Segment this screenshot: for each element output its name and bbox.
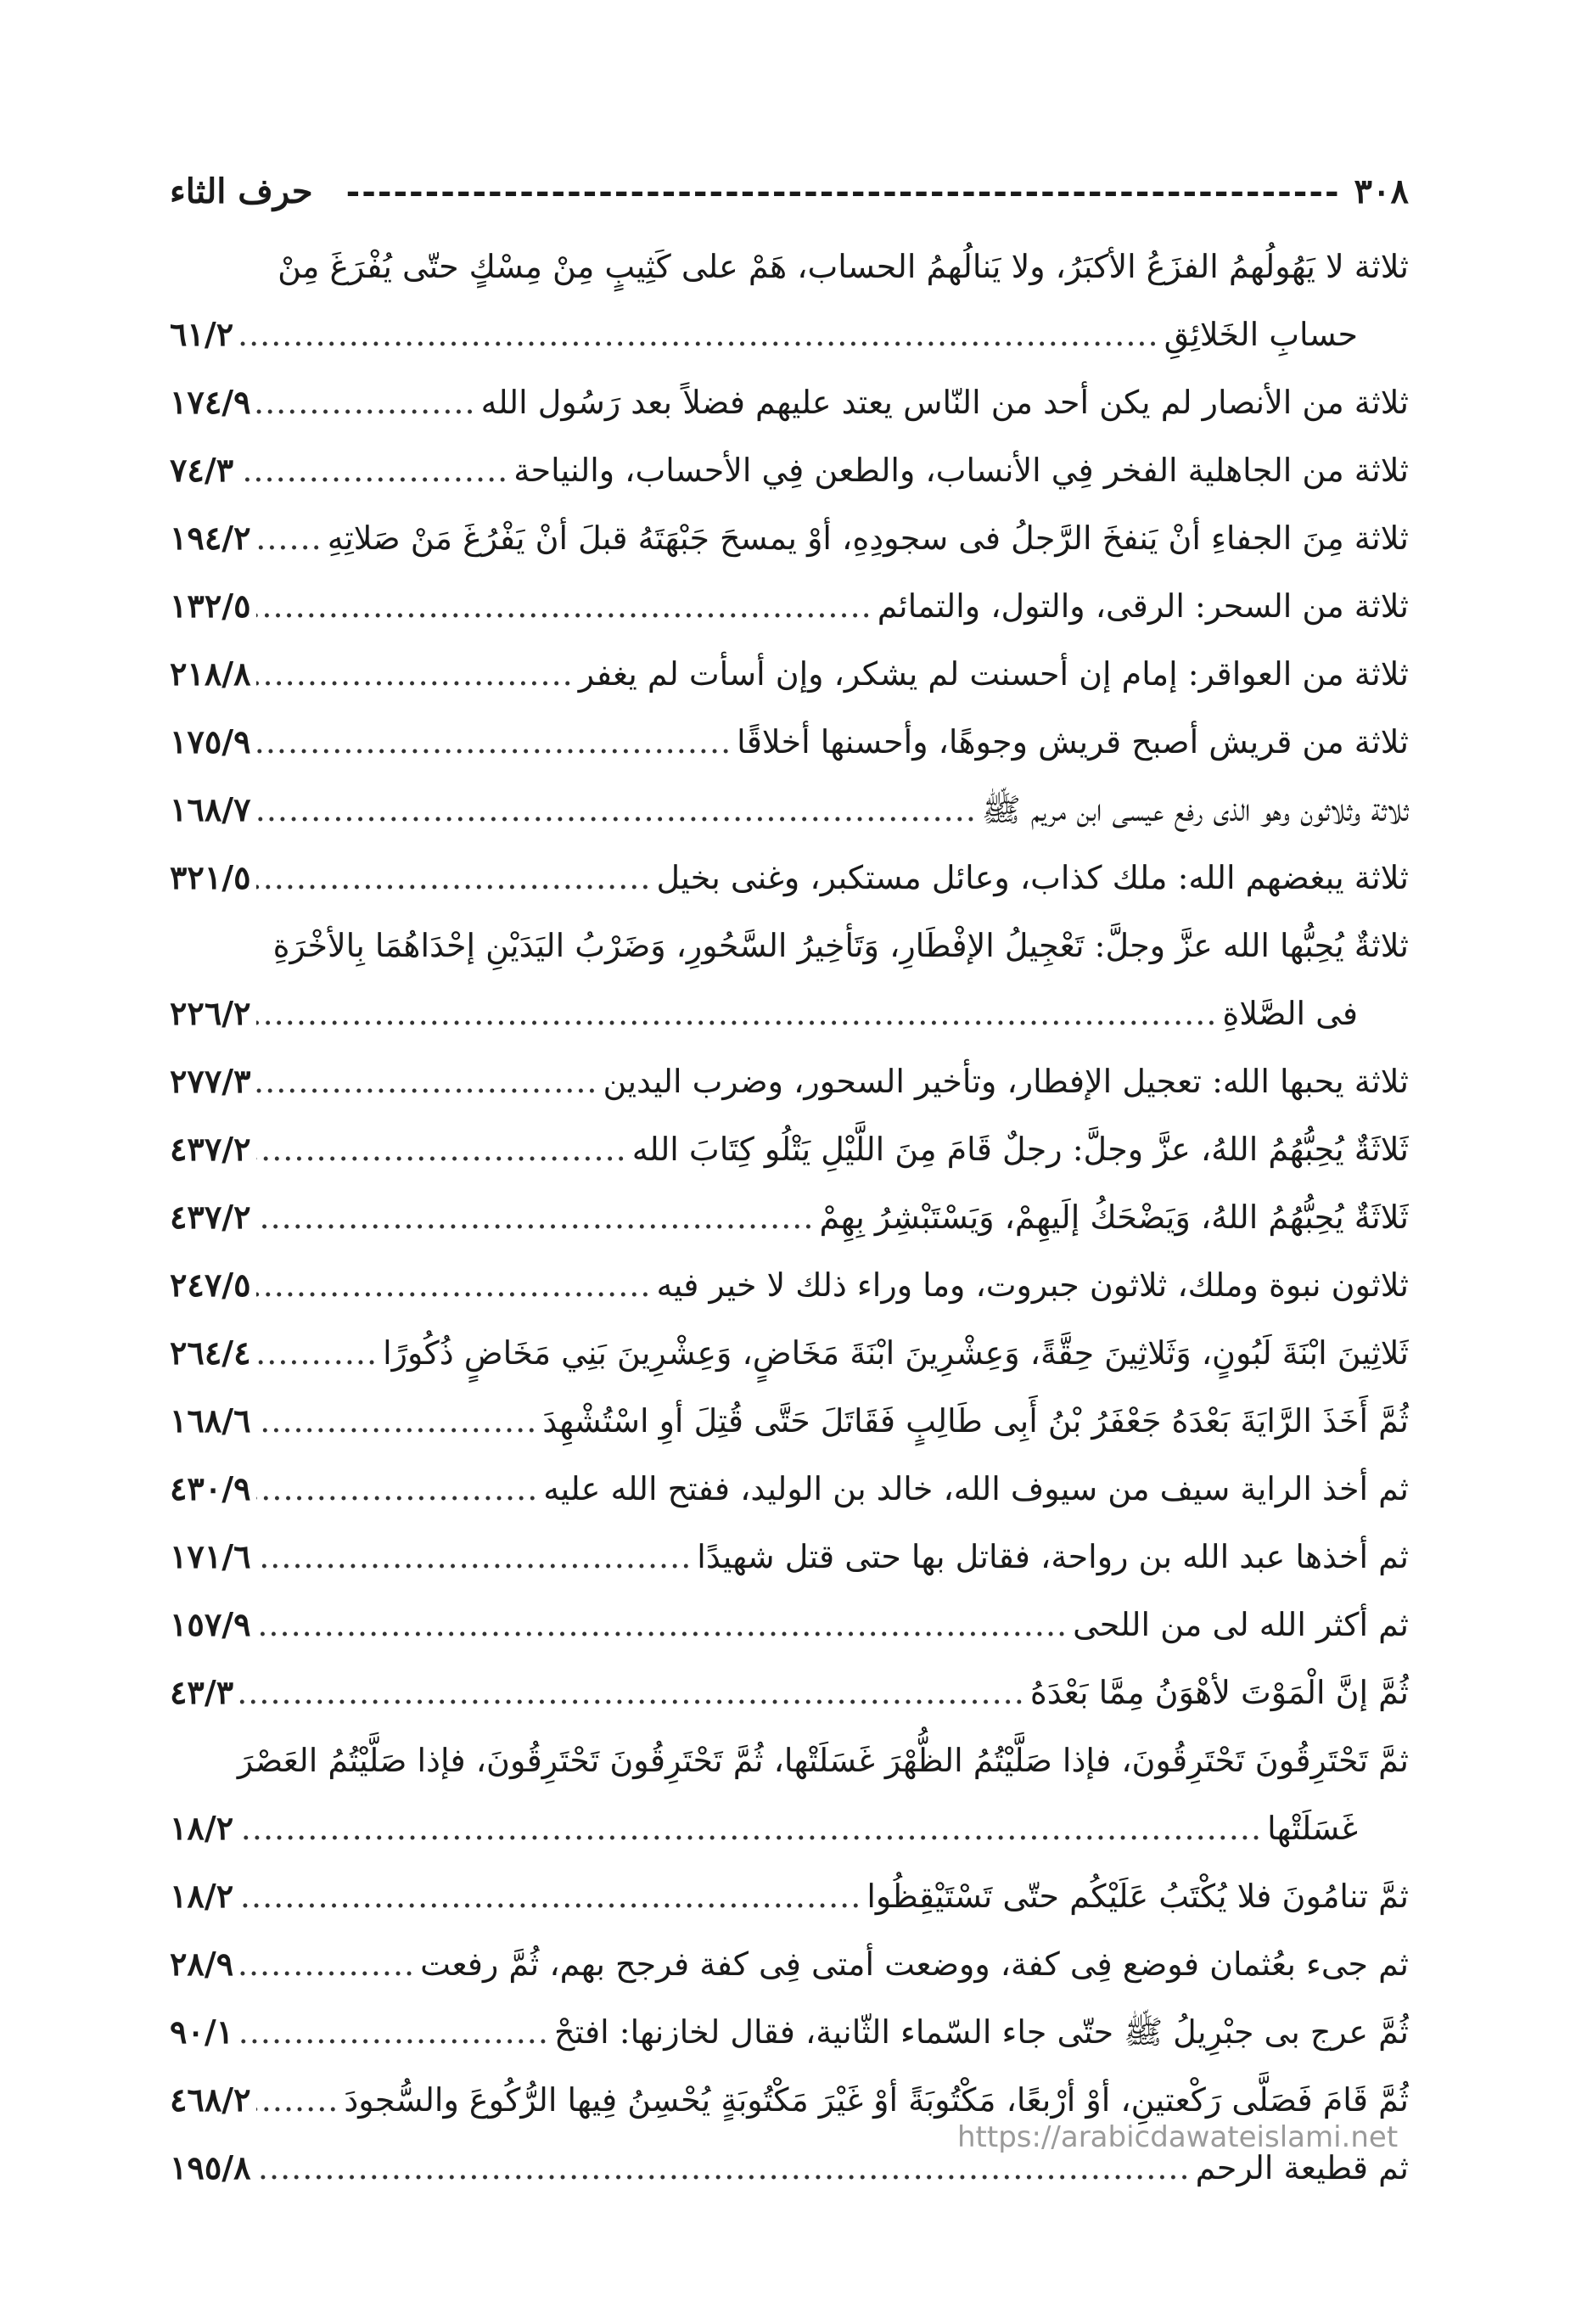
entry-line-with-ref: [170, 1455, 1409, 1523]
entry-reference: ٣٢١/٥: [170, 858, 251, 896]
entry-reference: ٧٤/٣: [170, 451, 234, 489]
index-entry: [170, 1998, 1409, 2066]
entry-line-with-ref: [170, 504, 1409, 572]
dot-leader: [256, 708, 732, 776]
entry-reference: ٤٣٧/٢: [170, 1198, 251, 1236]
entry-text: ثلاثة لا يَهُولُهمُ الفزَعُ الأكبَرُ، ولا يَنالُهمُ الحساب، هَمْ على كَثِيبٍ مِنْ مِسْكٍ حتّى يُفْرَغَ مِنْ: [278, 248, 1409, 285]
entry-line-with-ref: [170, 1591, 1409, 1659]
index-entry: [170, 1455, 1409, 1523]
entry-line-with-ref: [170, 572, 1409, 640]
entry-text: ثم أكثر الله لى من اللحى: [1073, 1606, 1409, 1643]
index-entry: [170, 1523, 1409, 1591]
entry-reference: ٤٣/٣: [170, 1673, 234, 1711]
entry-reference: ١٨/٢: [170, 1809, 234, 1847]
section-title: حرف الثاء: [170, 171, 313, 211]
entry-line-with-ref: [170, 844, 1409, 912]
index-entry: [170, 1183, 1409, 1251]
dot-leader: [238, 436, 508, 504]
entry-line-with-ref: [170, 980, 1409, 1047]
dot-leader: [256, 1387, 538, 1455]
dot-leader: [256, 368, 476, 436]
entry-reference: ٢١٨/٨: [170, 654, 251, 693]
entry-reference: ١٧١/٦: [170, 1537, 251, 1575]
index-entry: [170, 1930, 1409, 1998]
index-entries: [170, 233, 1409, 2202]
entry-reference: ١٧٤/٩: [170, 383, 251, 421]
index-entry: [170, 1862, 1409, 1930]
page: [170, 161, 1409, 2202]
dot-leader: [256, 572, 872, 640]
entry-line-with-ref: [170, 1251, 1409, 1319]
dot-leader: [256, 1183, 815, 1251]
entry-line-with-ref: [170, 1930, 1409, 1998]
entry-reference: ٢٤٧/٥: [170, 1266, 251, 1304]
entry-text: ثلاثة من السحر: الرقى، والتول، والتمائم: [877, 587, 1409, 625]
entry-reference: ١٦٨/٧: [170, 790, 251, 828]
entry-text: ثلاثةٌ يُحِبُّها الله عزَّ وجلَّ: تَعْجِيلُ الإفْطَارِ، وَتَأخِيرُ السَّحُورِ، وَضَرْبُ اليَدَيْنِ إحْدَاهُمَا بِالأخْرَةِ: [272, 927, 1409, 964]
entry-text: ثُمَّ عرج بى جبْرِيلُ ﷺ حتّى جاء السّماء الثّانية، فقال لخازنها: افتحْ: [553, 2013, 1409, 2051]
entry-text: ثَلاثَةٌ يُحِبُّهُمُ اللهُ، وَيَضْحَكُ إلَيهِمْ، وَيَسْتَبْشِرُ بِهِمْ: [819, 1198, 1409, 1236]
entry-text: حسابِ الخَلائِقِ: [1164, 316, 1358, 353]
entry-text: ثم أخذ الراية سيف من سيوف الله، خالد بن الوليد، ففتح الله عليه: [543, 1470, 1409, 1507]
entry-line-with-ref: [170, 640, 1409, 708]
entry-text: ثم أخذها عبد الله بن رواحة، فقاتل بها حتى قتل شهيدًا: [697, 1538, 1409, 1575]
entry-line-with-ref: [170, 1047, 1409, 1115]
entry-reference: ٢٨/٩: [170, 1945, 234, 1983]
index-entry: [170, 572, 1409, 640]
dot-leader: [238, 1794, 1262, 1862]
entry-text: ثلاثة مِنَ الجفاءِ أنْ يَنفخَ الرَّجلُ فى سجودِهِ، أوْ يمسحَ جَبْهَتَهُ قبلَ أنْ يَفْرُغَ مَنْ صَلاتِهِ: [327, 519, 1409, 557]
index-entry: [170, 844, 1409, 912]
entry-reference: ٤٦٨/٢: [170, 2080, 251, 2119]
dot-leader: [256, 1319, 379, 1387]
entry-line-with-ref: [170, 776, 1409, 844]
entry-text: ثمَّ تنامُونَ فلا يُكْتَبُ عَلَيْكُم حتّى تَسْتَيْقِظُوا: [866, 1878, 1409, 1915]
dot-leader: [256, 980, 1218, 1047]
index-entry: [170, 504, 1409, 572]
entry-text: ثُمَّ أَخَذَ الرَّايَةَ بَعْدَهُ جَعْفَرُ بْنُ أَبِى طَالِبٍ فَقَاتَلَ حَتَّى قُتِلَ أوِ اسْتُشْهِدَ: [542, 1402, 1409, 1440]
entry-line-with-ref: [170, 1387, 1409, 1455]
entry-line-with-ref: [170, 1659, 1409, 1726]
entry-reference: ٢٦٤/٤: [170, 1333, 251, 1372]
entry-text: ثم جىء بعُثمان فوضع فِى كفة، ووضعت أمتى فِى كفة فرجح بهم، ثُمَّ رفعت: [420, 1945, 1409, 1983]
entry-text: ثلاثون نبوة وملك، ثلاثون جبروت، وما وراء ذلك لا خير فيه: [656, 1266, 1409, 1304]
index-entry: [170, 1251, 1409, 1319]
index-entry: [170, 1387, 1409, 1455]
dot-leader: [256, 844, 652, 912]
entry-line-with-ref: [170, 300, 1409, 368]
entry-line-with-ref: [170, 1183, 1409, 1251]
entry-line: [170, 1726, 1409, 1794]
watermark-url: https://arabicdawateislami.net: [957, 2120, 1399, 2154]
entry-line-with-ref: [170, 1862, 1409, 1930]
entry-reference: ٩٠/١: [170, 2012, 234, 2051]
entry-reference: ١٩٥/٨: [170, 2148, 251, 2186]
entry-line-with-ref: [170, 708, 1409, 776]
entry-reference: ١٣٢/٥: [170, 587, 251, 625]
entry-text: ثلاثة من الجاهلية الفخر فِي الأنساب، والطعن فِي الأحساب، والنياحة: [513, 452, 1409, 489]
entry-reference: ١٧٥/٩: [170, 722, 251, 761]
entry-text: ثلاثة من الأنصار لم يكن أحد من النّاس يعتد عليهم فضلاً بعد رَسُول الله: [480, 384, 1409, 421]
dot-leader: [256, 2066, 339, 2134]
index-entry: [170, 1319, 1409, 1387]
dot-leader: [238, 1659, 1025, 1726]
entry-reference: ٤٣٠/٩: [170, 1469, 251, 1507]
header-rule: ---------------------------------------------------------------: [345, 171, 1341, 211]
index-entry: [170, 368, 1409, 436]
entry-text: ثلاثة من قريش أصبح قريش وجوهًا، وأحسنها أخلاقًا: [737, 723, 1409, 761]
index-entry: [170, 1047, 1409, 1115]
entry-text: ثُمَّ قَامَ فَصَلَّى رَكْعتينِ، أوْ أرْبعًا، مَكْتُوبَةً أوْ غَيْرَ مَكْتُوبَةٍ يُحْسِنُ فِيها الرُّكُوعَ والسُّجودَ: [344, 2081, 1409, 2119]
page-number: ٣٠٨: [1354, 171, 1409, 211]
index-entry: [170, 436, 1409, 504]
dot-leader: [238, 1998, 549, 2066]
entry-line-with-ref: [170, 1794, 1409, 1862]
entry-reference: ٤٣٧/٢: [170, 1130, 251, 1168]
index-entry: [170, 233, 1409, 368]
dot-leader: [256, 1251, 652, 1319]
entry-text: ثلاثة وثلاثون وهو الذى رفع عيسى ابن مريم ﷺ: [981, 791, 1409, 828]
entry-text: ثلاثة من العواقر: إمام إن أحسنت لم يشكر، وإن أسأت لم يغفر: [578, 655, 1409, 693]
dot-leader: [256, 1115, 627, 1183]
index-entry: [170, 1115, 1409, 1183]
entry-text: ثُمَّ إنَّ الْمَوْتَ لأهْوَنُ مِمَّا بَعْدَهُ: [1029, 1674, 1409, 1711]
entry-line: [170, 912, 1409, 980]
dot-leader: [256, 504, 322, 572]
entry-text: فى الصَّلاةِ: [1222, 995, 1358, 1032]
entry-line-with-ref: [170, 436, 1409, 504]
dot-leader: [256, 776, 977, 844]
entry-line: [170, 233, 1409, 300]
entry-text: ثلاثة يحبها الله: تعجيل الإفطار، وتأخير السحور، وضرب اليدين: [603, 1063, 1409, 1100]
dot-leader: [238, 1930, 415, 1998]
entry-reference: ١٥٧/٩: [170, 1605, 251, 1643]
entry-text: ثلاثة يبغضهم الله: ملك كذاب، وعائل مستكبر، وغنى بخيل: [656, 859, 1409, 896]
entry-text: ثَلاثِينَ ابْنَةَ لَبُونٍ، وَثَلاثِينَ حِقَّةً، وَعِشْرِينَ ابْنَةَ مَخَاضٍ، وَعِشْرِينَ بَنِي مَخَاضٍ ذُكُورًا: [383, 1334, 1409, 1372]
index-entry: [170, 1726, 1409, 1862]
dot-leader: [256, 1047, 598, 1115]
dot-leader: [238, 300, 1158, 368]
entry-text: ثمَّ تَحْتَرِقُونَ تَحْتَرِقُونَ، فإذا صَلَّيْتُمُ الظُّهْرَ غَسَلَتْها، ثُمَّ تَحْتَرِقُونَ تَحْتَرِقُونَ، فإذا صَلَّيْتُمُ العَصْرَ: [237, 1742, 1409, 1779]
entry-line-with-ref: [170, 368, 1409, 436]
entry-line-with-ref: [170, 1998, 1409, 2066]
index-entry: [170, 1591, 1409, 1659]
index-entry: [170, 1659, 1409, 1726]
entry-reference: ٦١/٢: [170, 315, 234, 353]
entry-reference: ٢٢٦/٢: [170, 994, 251, 1032]
running-header: [170, 161, 1409, 221]
entry-text: ثم قطيعة الرحم: [1195, 2149, 1409, 2186]
dot-leader: [256, 640, 574, 708]
entry-reference: ١٩٤/٢: [170, 519, 251, 557]
entry-line-with-ref: [170, 1523, 1409, 1591]
dot-leader: [256, 1455, 539, 1523]
index-entry: [170, 640, 1409, 708]
dot-leader: [256, 1591, 1068, 1659]
index-entry: [170, 776, 1409, 844]
entry-line-with-ref: [170, 1115, 1409, 1183]
index-entry: [170, 708, 1409, 776]
index-entry: [170, 912, 1409, 1047]
entry-reference: ١٨/٢: [170, 1877, 234, 1915]
entry-text: ثَلاثَةٌ يُحِبُّهُمُ اللهُ، عزَّ وجلَّ: رجلٌ قَامَ مِنَ اللَّيْلِ يَتْلُو كِتَابَ الله: [631, 1131, 1409, 1168]
entry-text: غَسَلَتْها: [1267, 1810, 1358, 1847]
entry-reference: ٢٧٧/٣: [170, 1062, 251, 1100]
entry-reference: ١٦٨/٦: [170, 1401, 251, 1440]
entry-line-with-ref: [170, 1319, 1409, 1387]
dot-leader: [256, 1523, 693, 1591]
dot-leader: [238, 1862, 861, 1930]
